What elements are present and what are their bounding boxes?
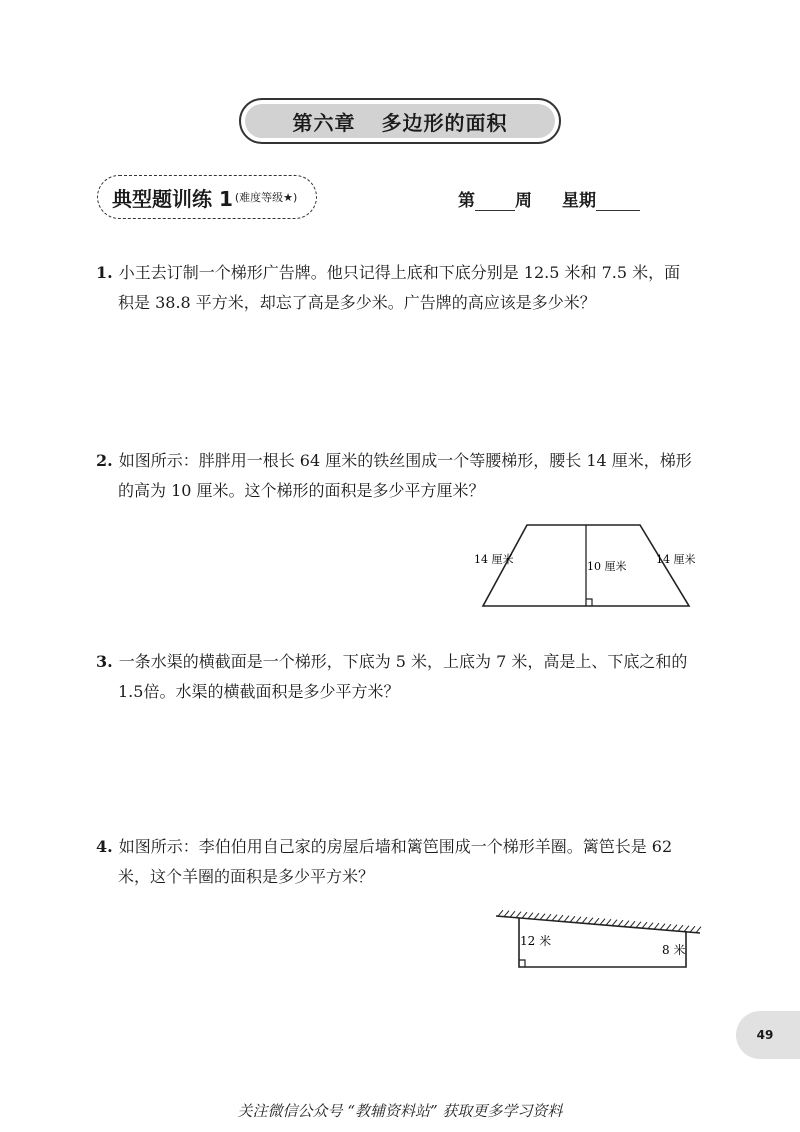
sheep-pen-figure <box>490 900 710 975</box>
hatch-mark <box>498 910 503 916</box>
hatch-mark <box>648 923 653 929</box>
problem-text: 米，这个羊圈的面积是多少平方米？ <box>118 867 375 886</box>
week-label: 周 <box>515 191 532 211</box>
trapezoid-figure <box>460 515 720 615</box>
hatch-mark <box>540 914 545 920</box>
problem-3 <box>96 647 706 707</box>
house-wall-line <box>496 916 700 933</box>
hatch-mark <box>690 926 695 932</box>
problem-text: 积是 38.8 平方米，却忘了高是多少米。广告牌的高应该是多少米？ <box>118 293 596 312</box>
hatch-mark <box>546 914 551 920</box>
hatch-mark <box>528 913 533 919</box>
hatch-mark <box>504 911 509 917</box>
problem-text: 如图所示：胖胖用一根长 64 厘米的铁丝围成一个等腰梯形，腰长 14 厘米，梯形 <box>118 451 692 470</box>
hatch-mark <box>516 912 521 918</box>
exercise-title: 典型题训练 1 <box>112 186 233 211</box>
chapter-name: 多边形的面积 <box>381 110 508 135</box>
hatch-mark <box>570 916 575 922</box>
hatch-mark <box>672 925 677 931</box>
page-number-tab <box>736 1011 800 1059</box>
chapter-title <box>245 104 555 138</box>
hatch-mark <box>600 919 605 925</box>
weekday-blank[interactable] <box>596 192 640 211</box>
problem-text: 的高为 10 厘米。这个梯形的面积是多少平方厘米？ <box>118 481 485 500</box>
height-label: 10 厘米 <box>587 560 627 573</box>
problem-2 <box>96 446 706 506</box>
problem-text: 如图所示：李伯伯用自己家的房屋后墙和篱笆围成一个梯形羊圈。篱笆长是 62 <box>118 837 673 856</box>
hatch-mark <box>522 912 527 918</box>
schedule-fields <box>458 186 640 211</box>
hatch-mark <box>558 915 563 921</box>
hatch-mark <box>630 921 635 927</box>
hatch-mark <box>642 922 647 928</box>
hatch-mark <box>534 913 539 919</box>
right-leg-label: 14 厘米 <box>656 553 696 566</box>
hatch-mark <box>576 917 581 923</box>
wall-hatching <box>496 910 701 933</box>
problem-1 <box>96 258 706 318</box>
week-blank[interactable] <box>475 192 515 211</box>
hatch-mark <box>624 921 629 927</box>
hatch-mark <box>582 917 587 923</box>
chapter-number: 第六章 <box>292 110 356 135</box>
problem-text: 小王去订制一个梯形广告牌。他只记得上底和下底分别是 12.5 米和 7.5 米，面 <box>118 263 681 282</box>
left-side-label: 12 米 <box>520 934 552 948</box>
left-leg-label: 14 厘米 <box>474 553 514 566</box>
problem-number: 3. <box>96 652 113 671</box>
hatch-mark <box>552 915 557 921</box>
problem-4 <box>96 832 706 892</box>
hatch-mark <box>684 926 689 932</box>
hatch-mark <box>678 925 683 931</box>
hatch-mark <box>594 918 599 924</box>
weekday-label: 星期 <box>562 191 596 211</box>
problem-text: 1.5倍。水渠的横截面积是多少平方米？ <box>118 682 400 701</box>
right-angle-mark <box>586 599 592 606</box>
hatch-mark <box>618 920 623 926</box>
footer-note: 关注微信公众号 “教辅资料站” 获取更多学习资料 <box>237 1102 563 1120</box>
problem-number: 2. <box>96 451 113 470</box>
hatch-mark <box>696 927 701 933</box>
hatch-mark <box>612 920 617 926</box>
exercise-badge <box>97 175 317 219</box>
problem-number: 4. <box>96 837 113 856</box>
week-prefix: 第 <box>458 191 475 211</box>
hatch-mark <box>510 911 515 917</box>
hatch-mark <box>666 924 671 930</box>
hatch-mark <box>606 919 611 925</box>
chapter-banner <box>239 98 561 144</box>
hatch-mark <box>636 922 641 928</box>
problem-text: 一条水渠的横截面是一个梯形，下底为 5 米，上底为 7 米，高是上、下底之和的 <box>118 652 688 671</box>
hatch-mark <box>660 924 665 930</box>
hatch-mark <box>588 918 593 924</box>
problem-number: 1. <box>96 263 113 282</box>
hatch-mark <box>564 916 569 922</box>
hatch-mark <box>654 923 659 929</box>
right-side-label: 8 米 <box>662 943 686 957</box>
right-angle-mark <box>519 960 525 967</box>
exercise-difficulty: (难度等级★) <box>234 191 298 204</box>
page-number: 49 <box>756 1028 774 1042</box>
